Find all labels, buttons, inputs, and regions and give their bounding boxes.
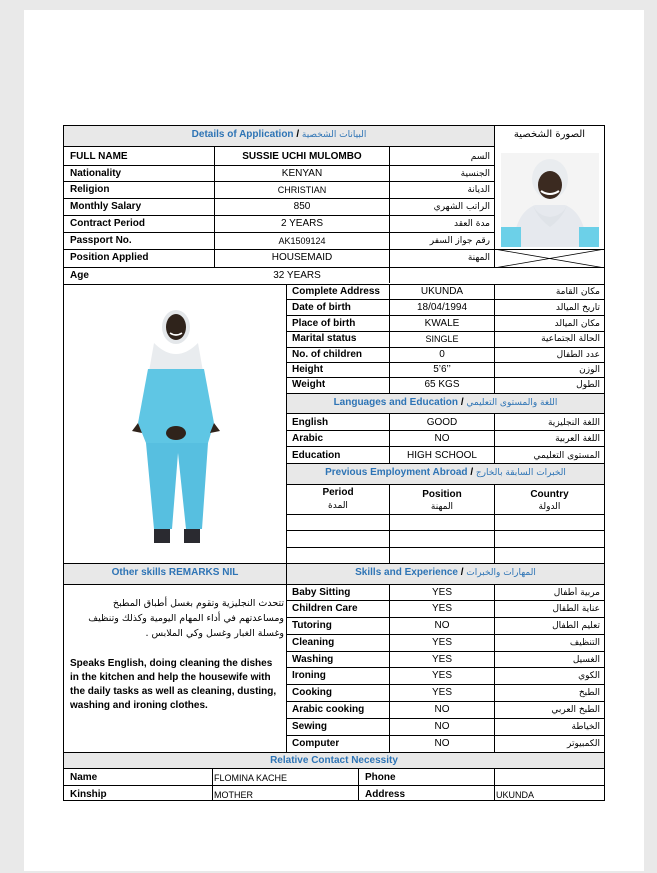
education-label-ar: المستوى التعليمي bbox=[533, 451, 600, 461]
skill-label: Arabic cooking bbox=[292, 704, 365, 715]
contract-value: 2 YEARS bbox=[280, 218, 324, 229]
heading-separator: / bbox=[296, 129, 300, 140]
pob-label-ar: مكان الميالد bbox=[554, 319, 600, 329]
position-label: Position Applied bbox=[70, 252, 149, 263]
employment-heading-ar: الخبرات السابقة بالخارج bbox=[475, 468, 566, 478]
education-label: Education bbox=[292, 450, 341, 461]
skill-value: YES bbox=[431, 654, 452, 665]
skill-value: NO bbox=[434, 620, 450, 631]
marital-value: SINGLE bbox=[425, 334, 459, 344]
skill-label: Children Care bbox=[292, 603, 358, 614]
arabic-label-ar: اللغة العربية bbox=[555, 434, 600, 444]
skill-label-ar: تعليم الطفال bbox=[552, 621, 600, 631]
period-header: Period bbox=[322, 487, 354, 498]
portrait-photo bbox=[501, 153, 599, 247]
children-value: 0 bbox=[439, 349, 445, 360]
height-value: 5’6’’ bbox=[433, 364, 451, 375]
skill-label: Sewing bbox=[292, 721, 328, 732]
skills-heading-sep: / bbox=[460, 567, 464, 578]
details-heading-ar: البيانات الشخصية bbox=[301, 130, 367, 140]
religion-label-ar: الديانة bbox=[467, 185, 490, 195]
skill-value: YES bbox=[431, 587, 452, 598]
position-label-ar: المهنة bbox=[467, 253, 490, 263]
skill-label-ar: التنظيف bbox=[569, 638, 600, 648]
full-body-photo bbox=[128, 303, 226, 551]
languages-heading bbox=[287, 397, 604, 409]
full-name-label: FULL NAME bbox=[70, 151, 128, 162]
skills-heading-en: Skills and Experience bbox=[355, 567, 458, 578]
arabic-label: Arabic bbox=[292, 433, 324, 444]
skill-label-ar: الكوي bbox=[578, 671, 600, 681]
height-label: Height bbox=[292, 364, 324, 375]
skill-label: Baby Sitting bbox=[292, 587, 351, 598]
passport-label: Passport No. bbox=[70, 235, 132, 246]
contact-name-value: FLOMINA KACHE bbox=[214, 773, 288, 783]
weight-label-ar: الطول bbox=[576, 380, 600, 390]
contact-address-value: UKUNDA bbox=[496, 790, 535, 800]
salary-label: Monthly Salary bbox=[70, 201, 142, 212]
remarks-arabic: تتحدث النجليزية وتقوم بغسل أطباق المطبخ ومساعدتهم في أداء المهام اليومية وكذلك وتنظيف وغسلة الغبار وغسل وكي الملابس . bbox=[88, 598, 284, 639]
position-value: HOUSEMAID bbox=[271, 252, 333, 263]
skill-value: YES bbox=[431, 687, 452, 698]
skill-label: Ironing bbox=[292, 670, 326, 681]
employment-heading-sep: / bbox=[470, 467, 474, 478]
skill-label-ar: الطبخ العربي bbox=[551, 705, 600, 715]
skill-label: Cleaning bbox=[292, 637, 335, 648]
skill-label-ar: عناية الطفال bbox=[552, 604, 600, 614]
skill-label: Computer bbox=[292, 738, 340, 749]
languages-heading-sep: / bbox=[460, 397, 464, 408]
remarks-english: Speaks English, doing cleaning the dishes in the kitchen and help the housewife with the daily tasks as well as cleaning, dusting, washing and ironing clothes. bbox=[70, 658, 277, 711]
weight-label: Weight bbox=[292, 379, 326, 390]
religion-value: CHRISTIAN bbox=[277, 185, 327, 195]
contract-label: Contract Period bbox=[70, 218, 146, 229]
position-header-ar: المهنة bbox=[430, 502, 454, 512]
pob-label: Place of birth bbox=[292, 318, 356, 329]
dob-label: Date of birth bbox=[292, 302, 351, 313]
employment-heading-en: Previous Employment Abroad bbox=[325, 467, 468, 478]
details-heading: Details of Application bbox=[191, 129, 294, 140]
english-label: English bbox=[292, 417, 329, 428]
skill-value: YES bbox=[431, 603, 452, 614]
employment-heading bbox=[287, 467, 604, 479]
skill-label: Washing bbox=[292, 654, 334, 665]
skill-value: NO bbox=[434, 704, 450, 715]
skills-heading-ar: المهارات والخبرات bbox=[466, 568, 536, 578]
skill-value: YES bbox=[431, 637, 452, 648]
skill-label-ar: الغسيل bbox=[572, 655, 600, 665]
height-label-ar: الوزن bbox=[579, 365, 600, 375]
marital-label-ar: الحالة الجتماعية bbox=[541, 334, 600, 344]
skill-label-ar: مربية أطفال bbox=[553, 588, 600, 598]
application-header bbox=[64, 129, 494, 141]
contact-kinship-label: Kinship bbox=[70, 789, 107, 800]
passport-value: AK1509124 bbox=[278, 236, 326, 246]
nationality-label: Nationality bbox=[70, 168, 122, 179]
contact-address-label: Address bbox=[365, 789, 406, 800]
skill-label-ar: الكمبيوتر bbox=[567, 739, 600, 749]
period-header-ar: المدة bbox=[328, 501, 348, 511]
age-label: Age bbox=[70, 270, 89, 281]
religion-label: Religion bbox=[70, 184, 110, 195]
weight-value: 65 KGS bbox=[424, 379, 460, 390]
languages-heading-ar: اللغة والمستوى التعليمي bbox=[466, 398, 558, 408]
dob-label-ar: تاريخ الميالد bbox=[555, 303, 600, 313]
skill-value: YES bbox=[431, 670, 452, 681]
country-header: Country bbox=[530, 489, 569, 500]
pob-value: KWALE bbox=[424, 318, 460, 329]
children-label-ar: عدد الطفال bbox=[556, 350, 600, 360]
dob-value: 18/04/1994 bbox=[416, 302, 468, 313]
languages-heading-en: Languages and Education bbox=[333, 397, 459, 408]
english-value: GOOD bbox=[426, 417, 458, 428]
position-header: Position bbox=[422, 489, 462, 500]
contract-label-ar: مدة العقد bbox=[454, 219, 490, 229]
full-name-value: SUSSIE UCHI MULOMBO bbox=[242, 151, 362, 162]
nationality-label-ar: الجنسية bbox=[460, 169, 490, 179]
english-label-ar: اللغة النجليزية bbox=[547, 418, 600, 428]
skill-value: NO bbox=[434, 721, 450, 732]
photo-heading: الصورة الشخصية bbox=[513, 129, 586, 140]
education-value: HIGH SCHOOL bbox=[406, 450, 477, 461]
skill-label: Tutoring bbox=[292, 620, 332, 631]
address-label: Complete Address bbox=[292, 286, 380, 297]
country-header-ar: الدولة bbox=[538, 502, 561, 512]
children-label: No. of children bbox=[292, 349, 362, 360]
skills-heading bbox=[287, 567, 604, 579]
other-skills-heading: Other skills REMARKS NIL bbox=[111, 567, 239, 578]
contact-kinship-value: MOTHER bbox=[214, 790, 253, 800]
marital-label: Marital status bbox=[292, 333, 357, 344]
full-name-label-ar: السم bbox=[470, 152, 490, 162]
passport-label-ar: رقم جواز السفر bbox=[429, 236, 490, 246]
address-label-ar: مكان القامة bbox=[555, 287, 600, 297]
salary-value: 850 bbox=[293, 201, 311, 212]
skill-label: Cooking bbox=[292, 687, 332, 698]
skill-label-ar: الطبخ bbox=[578, 688, 600, 698]
age-value: 32 YEARS bbox=[273, 270, 321, 281]
skill-value: NO bbox=[434, 738, 450, 749]
arabic-value: NO bbox=[434, 433, 450, 444]
nationality-value: KENYAN bbox=[281, 168, 323, 179]
relative-contact-heading: Relative Contact Necessity bbox=[270, 755, 398, 766]
salary-label-ar: الراتب الشهري bbox=[433, 202, 490, 212]
contact-name-label: Name bbox=[70, 772, 98, 783]
address-value: UKUNDA bbox=[420, 286, 464, 297]
contact-phone-label: Phone bbox=[365, 772, 396, 783]
crossed-cell bbox=[494, 249, 605, 268]
skill-label-ar: الخياطة bbox=[571, 722, 600, 732]
